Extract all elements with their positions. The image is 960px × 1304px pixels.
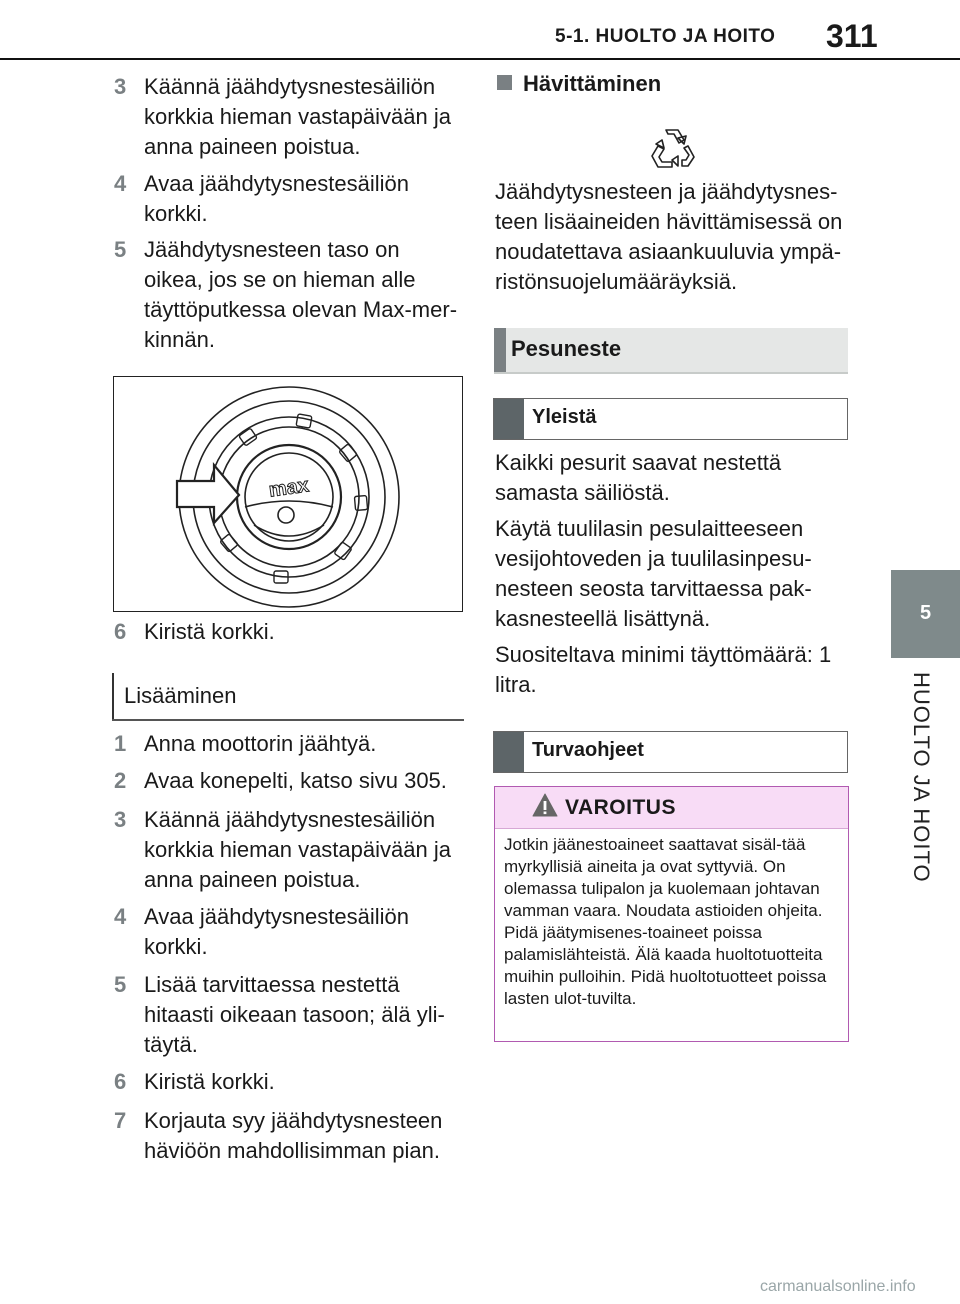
step-number: 6 (114, 619, 127, 644)
heading-box-bar (494, 399, 524, 439)
step-item (114, 72, 459, 162)
coolant-cap-illustration (113, 376, 463, 612)
step-number: 5 (114, 237, 127, 262)
step-number: 1 (114, 731, 127, 756)
recycle-icon (648, 122, 696, 175)
warning-text: Jotkin jäänestoaineet saattavat sisäl-tää myrkyllisiä aineita ja ovat syttyviä. On olemassa tulipalon ja kuolemaan johtavan vamman vaara. Noudata astioiden ohjeita. Pidä jäätymisenes-toaineet poissa palamislähteistä. Älä kaada huoltotuotteita muihin pulloihin. Pidä huoltotuotteet poissa lasten ulot-tuvilta. (504, 835, 827, 1008)
step-item (114, 235, 459, 355)
step-item (114, 902, 459, 962)
step-number: 4 (114, 904, 127, 929)
step-text: Anna moottorin jäähtyä. (144, 731, 377, 756)
step-text: Korjauta syy jäähdytysnesteen häviöön mahdollisimman pian. (144, 1108, 443, 1163)
step-text: Lisää tarvittaessa nestettä hitaasti oikeaan tasoon; älä yli-täytä. (144, 972, 445, 1057)
step-text: Jäähdytysnesteen taso on oikea, jos se on hieman alle täyttöputkessa olevan Max-mer-kinnän. (144, 237, 458, 352)
step-item (114, 766, 459, 796)
section-band-bar (494, 328, 506, 372)
step-item (114, 1067, 459, 1097)
step-item (114, 729, 459, 759)
washer-paragraph: Käytä tuulilasin pesulaitteeseen vesijohtoveden ja tuulilasinpesu-nesteen seosta tarvittaessa pak-kasnesteellä lisättynä. (495, 516, 812, 631)
disposal-text: Jäähdytysnesteen ja jäähdytysnes-teen lisäaineiden hävittämisessä on noudatettava asiaankuuluvia ympä-ristönsuojelumääräyksiä. (495, 179, 843, 294)
heading-box-bar (494, 732, 524, 772)
washer-heading: Pesuneste (511, 336, 622, 361)
chapter-number: 5 (919, 602, 932, 624)
subsection-rule (112, 719, 464, 721)
step-item (114, 970, 459, 1060)
warning-triangle-icon (531, 792, 559, 818)
step-number: 5 (114, 972, 127, 997)
step-text: Avaa jäähdytysnestesäiliön korkki. (144, 904, 409, 959)
step-text: Käännä jäähdytysnestesäiliön korkkia hieman vastapäivään ja anna paineen poistua. (144, 74, 451, 159)
safety-heading-box (493, 731, 848, 773)
step-text: Avaa konepelti, katso sivu 305. (144, 768, 447, 793)
disposal-heading: Hävittäminen (523, 71, 662, 96)
step-number: 3 (114, 807, 127, 832)
cap-max-label: max (267, 474, 311, 502)
subsection-title: Lisääminen (124, 683, 237, 708)
washer-paragraph: Suositeltava minimi täyttömäärä: 1 litra. (495, 642, 832, 697)
step-item (114, 805, 459, 895)
chapter-label: HUOLTO JA HOITO (909, 672, 934, 883)
safety-heading: Turvaohjeet (532, 739, 644, 761)
warning-header (495, 787, 848, 829)
warning-box (494, 786, 849, 1042)
washer-paragraph: Kaikki pesurit saavat nestettä samasta säiliöstä. (495, 450, 782, 505)
header-rule (0, 58, 960, 60)
page-number: 311 (826, 18, 878, 54)
section-title: 5-1. HUOLTO JA HOITO (555, 26, 776, 47)
watermark: carmanualsonline.info (760, 1278, 916, 1295)
bullet-square-icon (497, 75, 512, 90)
step-number: 6 (114, 1069, 127, 1094)
general-heading: Yleistä (532, 406, 597, 428)
coolant-cap-drawing (114, 377, 462, 611)
step-text: Kiristä korkki. (144, 619, 275, 644)
step-number: 7 (114, 1108, 127, 1133)
general-heading-box (493, 398, 848, 440)
step-text: Avaa jäähdytysnestesäiliön korkki. (144, 171, 409, 226)
warning-title: VAROITUS (565, 796, 676, 819)
step-item (114, 1106, 459, 1166)
step-item (114, 169, 459, 229)
step-item (114, 617, 459, 647)
step-text: Kiristä korkki. (144, 1069, 275, 1094)
step-number: 4 (114, 171, 127, 196)
fluid-level-line (245, 501, 333, 507)
step-text: Käännä jäähdytysnestesäiliön korkkia hieman vastapäivään ja anna paineen poistua. (144, 807, 451, 892)
step-number: 3 (114, 74, 127, 99)
step-number: 2 (114, 768, 127, 793)
pointer-arrow (177, 465, 239, 523)
subsection-bar (112, 673, 114, 719)
